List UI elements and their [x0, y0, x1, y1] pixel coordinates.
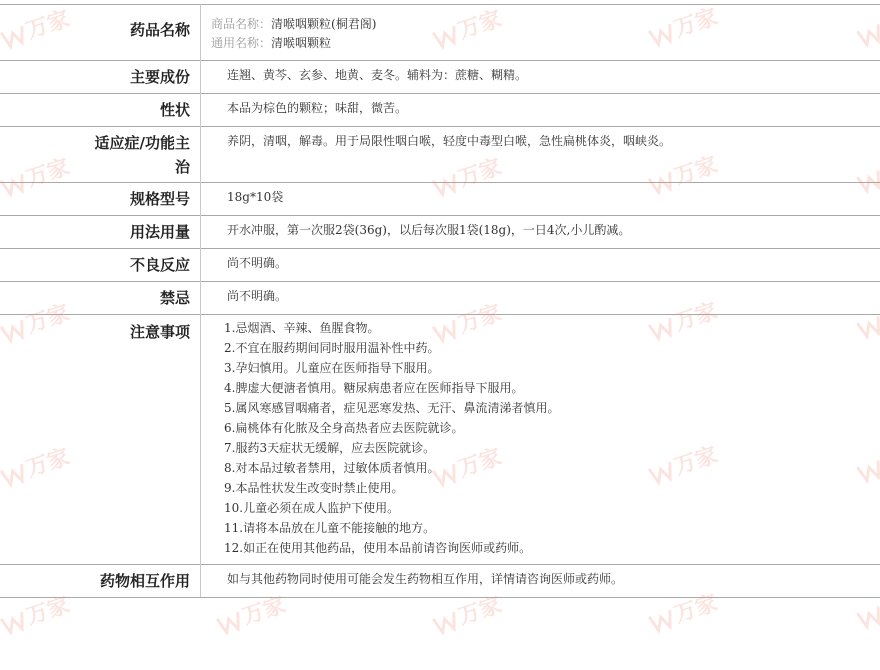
row-divider	[0, 281, 880, 282]
value-indications: 养阴，清咽，解毒。用于局限性咽白喉，轻度中毒型白喉，急性扁桃体炎，咽峡炎。	[227, 134, 672, 148]
label-spec: 规格型号	[129, 190, 190, 208]
list-item: 12.如正在使用其他药品，使用本品前请咨询医师或药师。	[224, 541, 532, 555]
value-spec: 18g*10袋	[227, 190, 284, 204]
watermark: 万家	[645, 148, 721, 199]
value-contraindications: 尚不明确。	[227, 289, 288, 303]
list-item: 2.不宜在服药期间同时服用温补性中药。	[224, 341, 440, 355]
watermark: 万家	[0, 150, 73, 201]
label-adverse-reactions: 不良反应	[129, 256, 190, 274]
trade-name-line	[211, 15, 376, 34]
generic-name-value: 清喉咽颗粒	[271, 36, 332, 50]
list-item: 11.请将本品放在儿童不能接触的地方。	[224, 521, 436, 535]
value-adverse-reactions: 尚不明确。	[227, 256, 288, 270]
label-indications-line2: 治	[174, 158, 190, 176]
watermark: 万家	[645, 586, 721, 637]
list-item: 1.忌烟酒、辛辣、鱼腥食物。	[224, 321, 380, 335]
row-divider	[0, 215, 880, 216]
list-item: 3.孕妇慎用。儿童应在医师指导下服用。	[224, 361, 440, 375]
watermark: 万家	[213, 588, 289, 639]
list-item: 7.服药3天症状无缓解，应去医院就诊。	[224, 441, 436, 455]
label-contraindications: 禁忌	[159, 289, 190, 307]
row-divider	[0, 314, 880, 315]
value-dosage: 开水冲服，第一次服2袋(36g)，以后每次服1袋(18g)，一日4次,小儿酌减。	[227, 223, 631, 237]
watermark: 万家	[645, 0, 721, 51]
watermark: 万家	[0, 588, 73, 639]
column-divider	[200, 4, 201, 597]
label-dosage: 用法用量	[129, 223, 190, 241]
row-divider	[0, 597, 880, 598]
value-drug-interactions: 如与其他药物同时使用可能会发生药物相互作用，详情请咨询医师或药师。	[227, 572, 624, 586]
row-divider	[0, 4, 880, 5]
list-item: 10.儿童必须在成人监护下使用。	[224, 501, 400, 515]
list-item: 8.对本品过敏者禁用，过敏体质者慎用。	[224, 461, 440, 475]
list-item: 9.本品性状发生改变时禁止使用。	[224, 481, 404, 495]
watermark: 万家	[429, 296, 505, 347]
generic-name-prefix: 通用名称：	[211, 36, 272, 50]
list-item: 5.属风寒感冒咽痛者，症见恶寒发热、无汗、鼻流清涕者慎用。	[224, 401, 560, 415]
watermark: 万家	[0, 2, 73, 53]
row-divider	[0, 248, 880, 249]
list-item: 4.脾虚大便溏者慎用。糖尿病患者应在医师指导下服用。	[224, 381, 524, 395]
precautions-list	[224, 318, 559, 558]
label-ingredients: 主要成份	[129, 68, 190, 86]
watermark: 万家	[645, 438, 721, 489]
row-divider	[0, 182, 880, 183]
row-divider	[0, 93, 880, 94]
value-ingredients: 连翘、黄芩、玄参、地黄、麦冬。辅料为：蔗糖、糊精。	[227, 68, 528, 82]
watermark: 万家	[0, 296, 73, 347]
value-appearance: 本品为棕色的颗粒；味甜，微苦。	[227, 101, 408, 115]
watermark: 万家	[429, 150, 505, 201]
row-divider	[0, 60, 880, 61]
label-indications-line1: 适应症/功能主	[94, 134, 190, 152]
row-divider	[0, 564, 880, 565]
row-divider	[0, 126, 880, 127]
watermark: 万家	[429, 2, 505, 53]
watermark: 万家	[429, 440, 505, 491]
label-drug-interactions: 药物相互作用	[99, 572, 190, 590]
list-item: 6.扁桃体有化脓及全身高热者应去医院就诊。	[224, 421, 464, 435]
trade-name-value: 清喉咽颗粒(桐君阁)	[271, 17, 377, 31]
label-precautions: 注意事项	[129, 323, 190, 341]
watermark: 万家	[0, 440, 73, 491]
label-drug-name: 药品名称	[129, 21, 190, 39]
trade-name-prefix: 商品名称：	[211, 17, 272, 31]
label-appearance: 性状	[159, 101, 190, 119]
generic-name-line	[211, 34, 331, 53]
watermark: 万家	[645, 294, 721, 345]
watermark: 万家	[429, 588, 505, 639]
